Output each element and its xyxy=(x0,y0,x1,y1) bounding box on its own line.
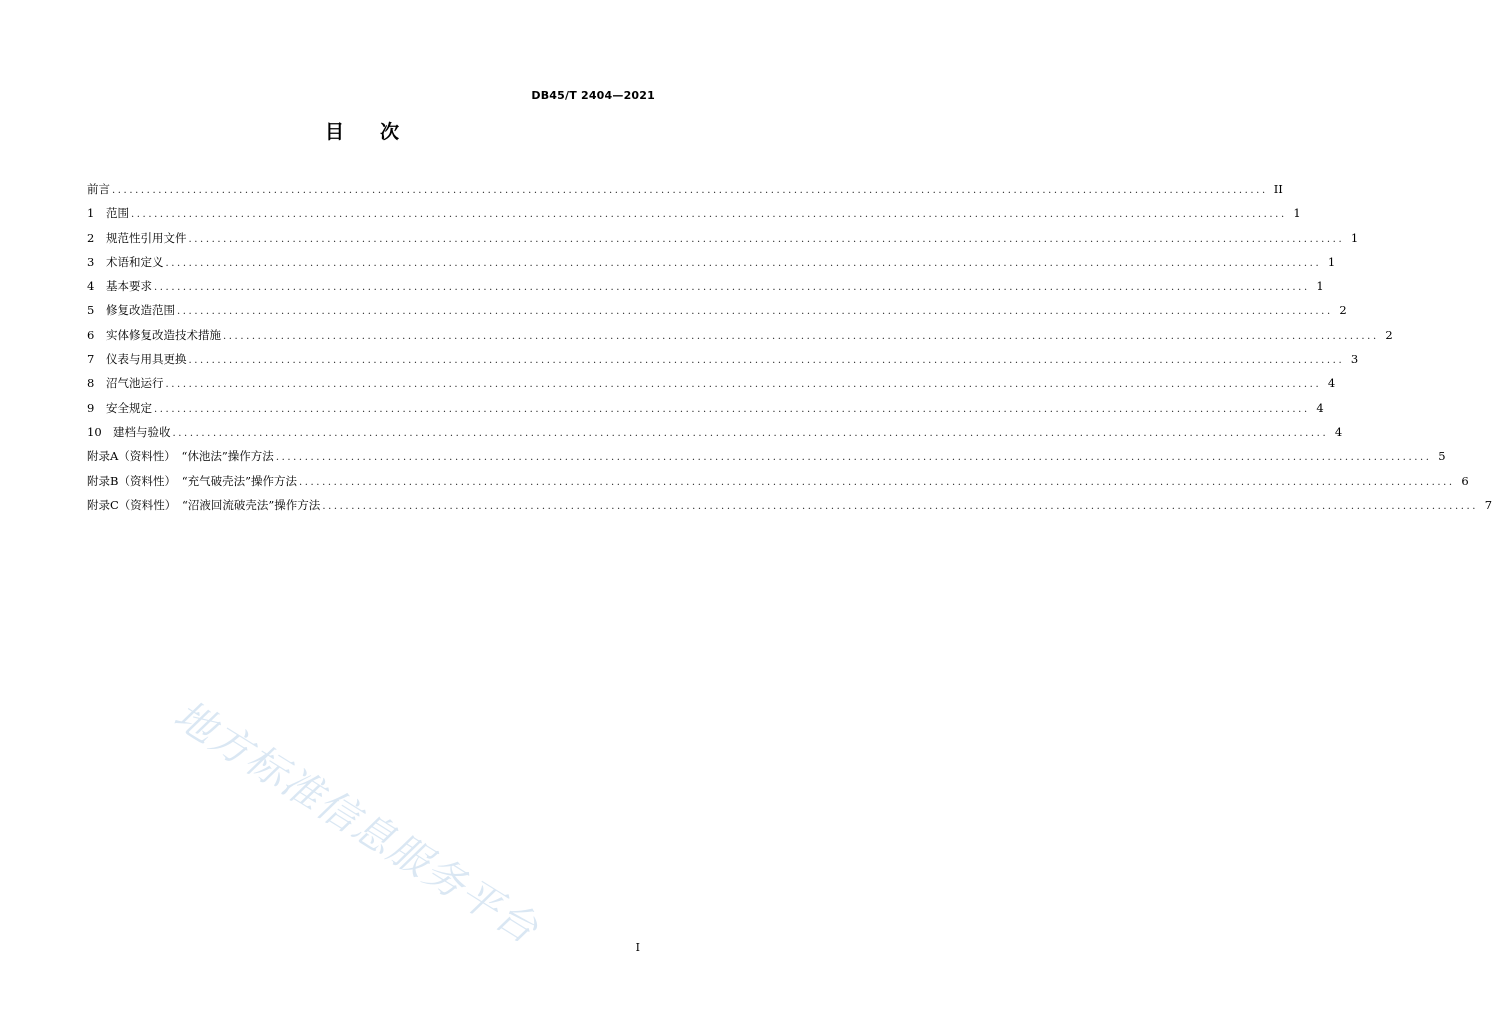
toc-entry-3[interactable] xyxy=(87,254,1336,278)
toc-entry-7[interactable] xyxy=(87,351,1359,375)
toc-page-number: 1 xyxy=(1316,279,1324,294)
toc-label xyxy=(87,375,164,391)
toc-section-title: 范围 xyxy=(106,206,129,221)
toc-leader-dots: ........................................................................................................................................................................................................ xyxy=(322,500,1479,512)
toc-page-number: 6 xyxy=(1461,473,1469,488)
toc-entry-foreword[interactable] xyxy=(87,181,1283,205)
toc-entry-5[interactable] xyxy=(87,302,1347,326)
toc-leader-dots: ........................................................................................................................................................................................................ xyxy=(298,476,1455,488)
toc-leader-dots: ........................................................................................................................................................................................................ xyxy=(177,306,1333,318)
toc-leader-dots: ........................................................................................................................................................................................................ xyxy=(112,185,1268,196)
toc-entry-appendix-b[interactable] xyxy=(87,473,1469,497)
table-of-contents xyxy=(87,181,1492,521)
toc-page-number: 7 xyxy=(1484,497,1492,512)
toc-leader-dots: ........................................................................................................................................................................................................ xyxy=(154,403,1310,415)
toc-section-title: 修复改造范围 xyxy=(106,303,175,318)
toc-leader-dots: ........................................................................................................................................................................................................ xyxy=(188,355,1345,367)
toc-entry-appendix-a[interactable] xyxy=(87,448,1446,472)
page-number: I xyxy=(635,941,640,954)
toc-leader-dots: ........................................................................................................................................................................................................ xyxy=(165,257,1322,269)
toc-label xyxy=(87,351,187,367)
toc-section-number: 7 xyxy=(87,352,95,367)
toc-page-number: 5 xyxy=(1438,449,1446,464)
toc-page-number: 1 xyxy=(1293,206,1301,221)
toc-section-title: 仪表与用具更换 xyxy=(106,352,187,367)
toc-page-number: 2 xyxy=(1339,303,1347,318)
toc-label xyxy=(87,230,187,246)
toc-section-number: 5 xyxy=(87,303,95,318)
toc-label: 附录C（资料性） “沼液回流破壳法”操作方法 xyxy=(87,497,321,512)
toc-section-number: 2 xyxy=(87,230,95,245)
toc-section-title: 建档与验收 xyxy=(113,424,171,439)
toc-section-number: 10 xyxy=(87,424,102,439)
toc-section-title: 实体修复改造技术措施 xyxy=(106,327,221,342)
toc-label xyxy=(87,302,175,318)
toc-leader-dots: ........................................................................................................................................................................................................ xyxy=(172,427,1329,439)
toc-section-title: 规范性引用文件 xyxy=(106,230,187,245)
toc-entry-8[interactable] xyxy=(87,375,1336,399)
page-title: 目次 xyxy=(324,121,435,143)
toc-section-title: 术语和定义 xyxy=(106,254,164,269)
toc-section-number: 8 xyxy=(87,376,95,391)
toc-section-number: 9 xyxy=(87,400,95,415)
toc-leader-dots: ........................................................................................................................................................................................................ xyxy=(275,452,1432,464)
toc-label: 附录A（资料性） “休池法”操作方法 xyxy=(87,449,274,464)
standard-code: DB45/T 2404—2021 xyxy=(531,89,655,102)
toc-label: 前言 xyxy=(87,182,110,196)
toc-page-number: II xyxy=(1273,182,1283,196)
toc-label xyxy=(87,278,152,294)
toc-section-title: 安全规定 xyxy=(106,400,152,415)
toc-page-number: 4 xyxy=(1327,376,1336,391)
toc-entry-2[interactable] xyxy=(87,230,1359,254)
toc-entry-1[interactable] xyxy=(87,205,1301,229)
toc-page-number: 1 xyxy=(1350,230,1359,245)
toc-section-number: 1 xyxy=(87,206,95,221)
toc-label xyxy=(87,254,164,270)
toc-entry-appendix-c[interactable] xyxy=(87,497,1492,521)
toc-page-number: 4 xyxy=(1316,400,1324,415)
toc-entry-6[interactable] xyxy=(87,327,1393,351)
toc-label xyxy=(87,327,221,343)
toc-label xyxy=(87,400,152,416)
toc-section-number: 4 xyxy=(87,279,95,294)
watermark-text: 地方标准信息服务平台 xyxy=(165,691,547,954)
toc-label: 附录B（资料性） “充气破壳法”操作方法 xyxy=(87,473,297,488)
toc-page-number: 3 xyxy=(1350,352,1359,367)
toc-page-number: 1 xyxy=(1327,254,1336,269)
toc-leader-dots: ........................................................................................................................................................................................................ xyxy=(188,233,1345,245)
toc-entry-9[interactable] xyxy=(87,400,1324,424)
toc-section-number: 3 xyxy=(87,254,95,269)
toc-entry-4[interactable] xyxy=(87,278,1324,302)
toc-section-number: 6 xyxy=(87,327,95,342)
toc-leader-dots: ........................................................................................................................................................................................................ xyxy=(165,379,1322,391)
toc-entry-10[interactable] xyxy=(87,424,1343,448)
toc-section-title: 基本要求 xyxy=(106,279,152,294)
toc-leader-dots: ........................................................................................................................................................................................................ xyxy=(223,330,1379,342)
toc-leader-dots: ........................................................................................................................................................................................................ xyxy=(154,282,1310,294)
toc-page-number: 2 xyxy=(1385,327,1393,342)
toc-label xyxy=(87,424,171,440)
toc-leader-dots: ........................................................................................................................................................................................................ xyxy=(131,209,1287,221)
toc-section-title: 沼气池运行 xyxy=(106,376,164,391)
toc-label xyxy=(87,205,129,221)
toc-page-number: 4 xyxy=(1334,424,1343,439)
